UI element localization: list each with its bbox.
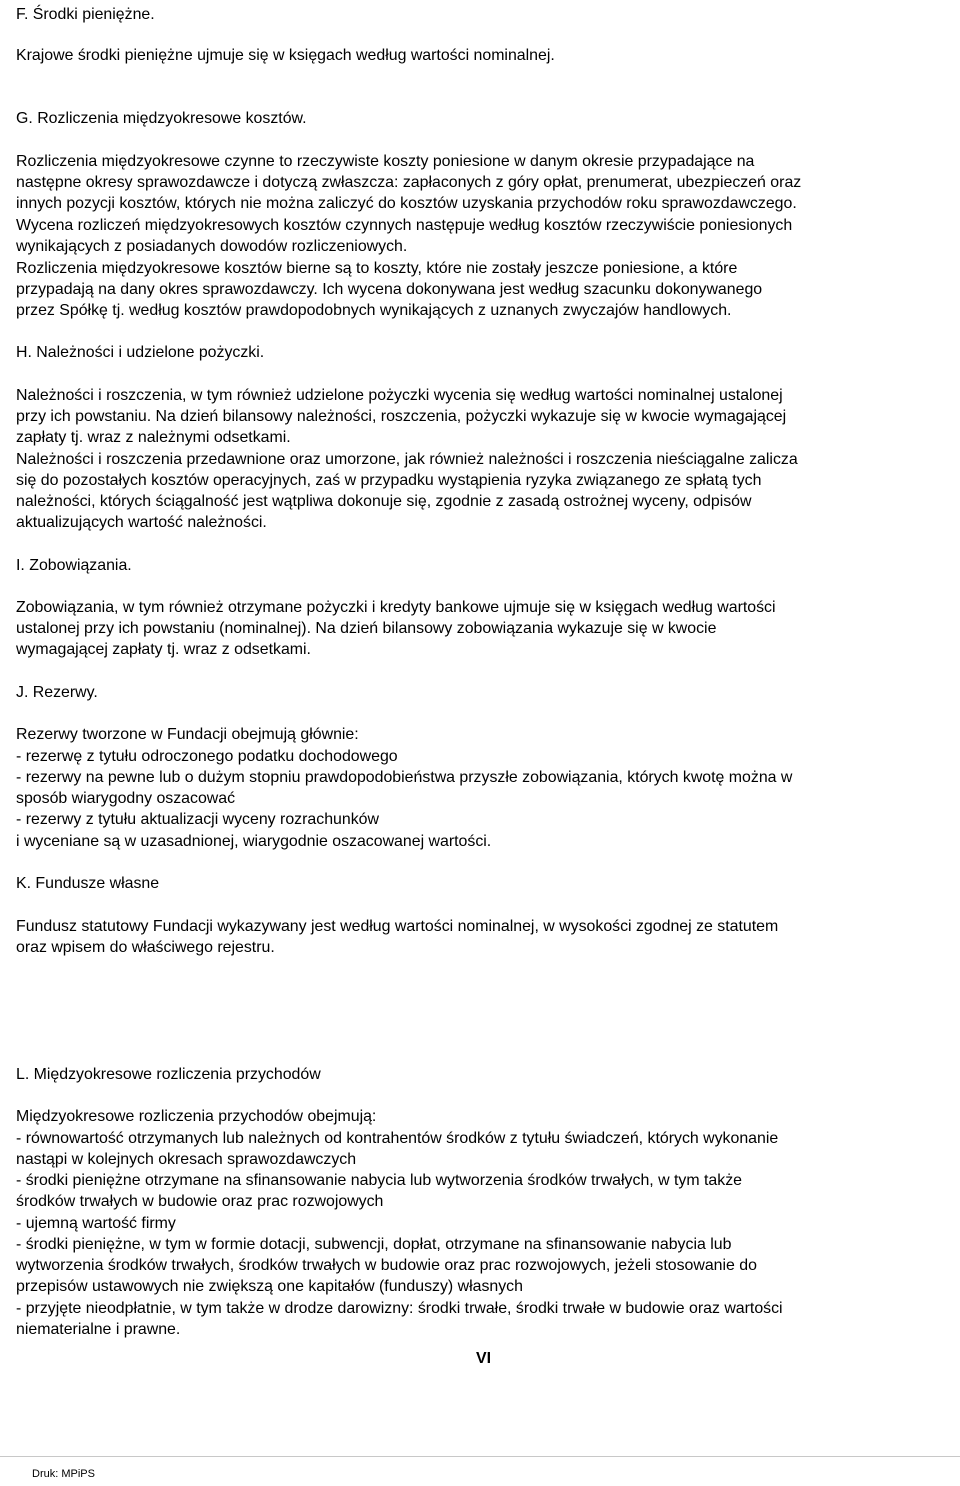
list-item: - rezerwę z tytułu odroczonego podatku dochodowego [16, 748, 398, 765]
paragraph-line: oraz wpisem do właściwego rejestru. [16, 939, 275, 956]
footer-print-label: Druk: MPiPS [32, 1468, 95, 1480]
section-heading-f: F. Środki pieniężne. [16, 6, 155, 23]
list-item: - równowartość otrzymanych lub należnych od kontrahentów środków z tytułu świadczeń, których wykonanie [16, 1130, 779, 1147]
paragraph-line: Należności i roszczenia przedawnione oraz umorzone, jak również należności i roszczenia nieściągalne zalicza [16, 451, 798, 468]
page-number: VI [476, 1350, 492, 1367]
section-heading-g: G. Rozliczenia międzyokresowe kosztów. [16, 110, 307, 127]
section-heading-j: J. Rezerwy. [16, 684, 98, 701]
paragraph-line: Rezerwy tworzone w Fundacji obejmują głównie: [16, 726, 359, 743]
paragraph-line: innych pozycji kosztów, których nie można zaliczyć do kosztów uzyskania przychodów roku sprawozdawczego. [16, 195, 797, 212]
paragraph-line: Zobowiązania, w tym również otrzymane pożyczki i kredyty bankowe ujmuje się w księgach według wartości [16, 599, 776, 616]
paragraph-line: przypadają na dany okres sprawozdawczy. Ich wycena dokonywana jest według szacunku dokonywanego [16, 281, 763, 298]
paragraph-line: należności, których ściągalność jest wątpliwa dokonuje się, zgodnie z zasadą ostrożnej wyceny, odpisów [16, 493, 752, 510]
paragraph-line: aktualizujących wartość należności. [16, 514, 267, 531]
list-item: - rezerwy z tytułu aktualizacji wyceny rozrachunków [16, 811, 379, 828]
list-item: nastąpi w kolejnych okresach sprawozdawczych [16, 1151, 357, 1168]
paragraph-line: Krajowe środki pieniężne ujmuje się w księgach według wartości nominalnej. [16, 47, 555, 64]
paragraph-line: Wycena rozliczeń międzyokresowych kosztów czynnych następuje według kosztów rzeczywiście poniesionych [16, 217, 793, 234]
list-item: sposób wiarygodny oszacować [16, 790, 236, 807]
list-item: - środki pieniężne otrzymane na sfinansowanie nabycia lub wytworzenia środków trwałych, w tym także [16, 1172, 742, 1189]
list-item: przepisów ustawowych nie zwiększą one kapitałów (funduszy) własnych [16, 1278, 523, 1295]
list-item: - ujemną wartość firmy [16, 1215, 176, 1232]
paragraph-line: ustalonej przy ich powstaniu (nominalnej). Na dzień bilansowy zobowiązania wykazuje się w kwocie [16, 620, 717, 637]
list-item: - przyjęte nieodpłatnie, w tym także w drodze darowizny: środki trwałe, środki trwałe w budowie oraz wartości [16, 1300, 783, 1317]
section-heading-k: K. Fundusze własne [16, 875, 160, 892]
section-heading-h: H. Należności i udzielone pożyczki. [16, 344, 265, 361]
paragraph-line: następne okresy sprawozdawcze i dotyczą zwłaszcza: zapłaconych z góry opłat, prenumerat, ubezpieczeń oraz [16, 174, 802, 191]
paragraph-line: Międzyokresowe rozliczenia przychodów obejmują: [16, 1108, 377, 1125]
list-item: środków trwałych w budowie oraz prac rozwojowych [16, 1193, 384, 1210]
paragraph-line: wymagającej zapłaty tj. wraz z odsetkami. [16, 641, 311, 658]
list-item: - rezerwy na pewne lub o dużym stopniu prawdopodobieństwa przyszłe zobowiązania, których kwotę można w [16, 769, 793, 786]
list-item: - środki pieniężne, w tym w formie dotacji, subwencji, dopłat, otrzymane na sfinansowanie nabycia lub [16, 1236, 732, 1253]
paragraph-line: przy ich powstaniu. Na dzień bilansowy należności, roszczenia, pożyczki wykazuje się w kwocie wymagającej [16, 408, 787, 425]
paragraph-line: Fundusz statutowy Fundacji wykazywany jest według wartości nominalnej, w wysokości zgodnej ze statutem [16, 918, 779, 935]
paragraph-line: zapłaty tj. wraz z należnymi odsetkami. [16, 429, 291, 446]
section-heading-i: I. Zobowiązania. [16, 557, 132, 574]
paragraph-line: Rozliczenia międzyokresowe czynne to rzeczywiste koszty poniesione w danym okresie przypadające na [16, 153, 755, 170]
paragraph-line: się do pozostałych kosztów operacyjnych, zaś w przypadku wystąpienia ryzyka związanego ze spłatą tych [16, 472, 762, 489]
list-item: wytworzenia środków trwałych, środków trwałych w budowie oraz prac rozwojowych, jeżeli stosowanie do [16, 1257, 757, 1274]
list-item: niematerialne i prawne. [16, 1321, 181, 1338]
paragraph-line: wynikających z posiadanych dowodów rozliczeniowych. [16, 238, 408, 255]
paragraph-line: przez Spółkę tj. według kosztów prawdopodobnych wynikających z uznanych zwyczajów handlowych. [16, 302, 732, 319]
paragraph-line: i wyceniane są w uzasadnionej, wiarygodnie oszacowanej wartości. [16, 833, 492, 850]
footer-divider [0, 1456, 960, 1457]
paragraph-line: Należności i roszczenia, w tym również udzielone pożyczki wycenia się według wartości nominalnej ustalonej [16, 387, 783, 404]
section-heading-l: L. Międzyokresowe rozliczenia przychodów [16, 1066, 321, 1083]
paragraph-line: Rozliczenia międzyokresowe kosztów bierne są to koszty, które nie zostały jeszcze poniesione, a które [16, 260, 738, 277]
